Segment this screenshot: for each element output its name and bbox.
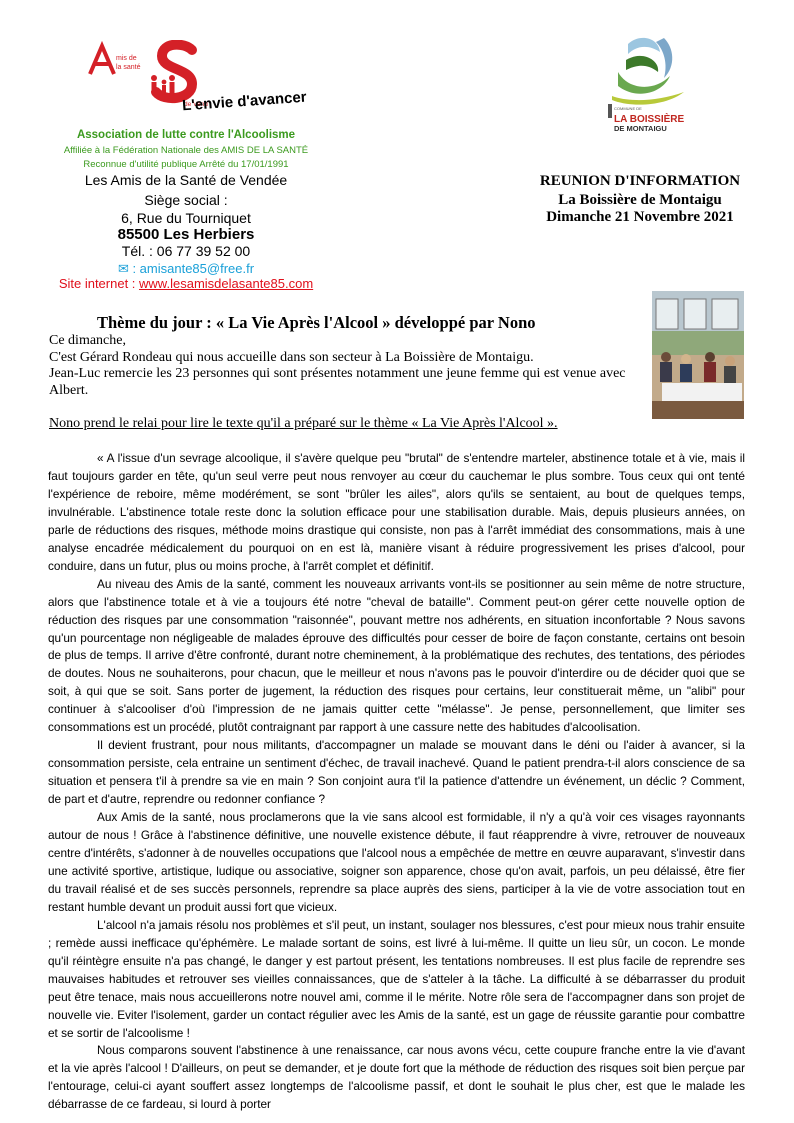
logo-caption-3: DE MONTAIGU xyxy=(614,124,667,133)
svg-text:la santé: la santé xyxy=(116,64,141,71)
paragraph: Au niveau des Amis de la santé, comment les nouveaux arrivants vont-ils se positionner au sein même de notre structure, alors que l'abstinence totale et à vie a toujours été notre "cheval de bataille". Comment peut-on gérer cette nouvelle option de réduction des risques par une consommation "raisonnée", pouvant mettre nos adhérents, en situation inconfortable ? Nous savons qu'un pourcentage non négligeable de malades éprouve des difficultés pour cesser de boire de façon constante, certains ont besoin de plus de temps. Il arrive d'être confronté, durant notre cheminement, à la problématique des rechutes, des tentations, des périodes de doutes. Nous ne souhaiterons, pour chacun, que le meilleur et nous n'avons pas le pouvoir d'interdire ou de décider quoi que se soit, à qui que se soit. Sans porter de jugement, la réduction des risques pour certains, leur constituerait même, un "alibi" pour continuer à s'alcooliser d'où l'impression de ne jamais quitter cette "mélasse". Je pense, personnellement, que limiter ses consommations est un procédé, plutôt contraignant par rapport à une cassure nette des habitudes d'alcoolisation. xyxy=(48,576,745,735)
theme-heading: Thème du jour : « La Vie Après l'Alcool » développé par Nono xyxy=(97,313,536,332)
logo-caption-2: LA BOISSIÈRE xyxy=(614,114,685,125)
association-affiliation: Affiliée à la Fédération Nationale des AMIS DE LA SANTÉ xyxy=(63,145,309,156)
email-address[interactable]: : amisante85@free.fr xyxy=(128,261,255,276)
email-line[interactable] xyxy=(0,261,372,277)
address-street: 6, Rue du Tourniquet xyxy=(121,210,251,226)
meeting-photo xyxy=(652,291,744,419)
website-line xyxy=(0,276,372,291)
intro-line: Jean-Luc remercie les 23 personnes qui sont présentes notamment une jeune femme qui est venue avec Albert. xyxy=(49,366,626,398)
paragraph: Il devient frustrant, pour nous militants, d'accompagner un malade se mouvant dans le déni ou l'aider à avancer, si la consommation persiste, cela entraine un sentiment d'échec, de travail inachevé. Quand le patient prendra-t-il alors conscience de sa situation et pensera t'il à prendre sa vie en main ? Son conjoint aura t'il la patience d'attendre un événement, un déclic ? Comment, de part et d'autre, reprendre ou redonner confiance ? xyxy=(48,738,745,807)
phone-number: Tél. : 06 77 39 52 00 xyxy=(121,243,251,259)
paragraph: L'alcool n'a jamais résolu nos problèmes et s'il peut, un instant, soulager nos blessures, c'est pour mieux nous trahir ensuite ; remède aussi inefficace qu'éphémère. Le malade sortant de soins, est livré à lui-même. Il quitte un lieu sûr, un cocon. Le monde qu'il réintègre ensuite n'a pas changé, le danger y est partout présent, les tentations nombreuses. Il est plus facile de reprendre ses mauvaises habitudes et retrouver ses vieilles connaissances, que de s'atteler à la tâche. La difficulté à se débarrasser du produit peut être tenace, mais nous accueillerons notre nouvel ami, comme il le mérite. Notre rôle sera de l'accompagner dans son projet de nouvelle vie. Eviter l'isolement, garder un contact régulier avec les Amis de la santé, est un gage de réussite garantie pour combattre et se sortir de l'alcoolisme ! xyxy=(48,917,745,1040)
relay-line: Nono prend le relai pour lire le texte qu'il a préparé sur le thème « La Vie Après l'Alcool ». xyxy=(49,416,558,431)
meeting-place: La Boissière de Montaigu xyxy=(558,192,722,208)
paragraph: « A l'issue d'un sevrage alcoolique, il s'avère quelque peu "brutal" de s'entendre marteler, abstinence totale et à vie, mais il faut toujours garder en tête, qu'un seul verre peut nous renvoyer au cœur du cauchemar le plus sombre. Tous ceux qui ont tenté l'expérience de reboire, même modérément, se sont "brûler les ailes", alors qu'ils se sentaient, au bout de quelques temps, invulnérable. L'abstinence totale reste donc la solution efficace pour une stabilisation durable. Mais, depuis plusieurs années, on parle de réductions des risques, méthode moins drastique qui consiste, non pas à l'arrêt immédiat des consommations, mais à une analyse encadrée médicalement du pourquoi on en est là, manière visant à réduire progressivement les prises d'alcool, pour conduire, dans un futur, plus ou moins proche, à l'arrêt complet et définitif. xyxy=(48,451,745,573)
meeting-title: REUNION D'INFORMATION xyxy=(539,173,741,189)
boissiere-logo xyxy=(598,30,698,140)
paragraph: Nous comparons souvent l'abstinence à une renaissance, car nous avons vécu, cette coupure franche entre la vie d'avant et la vie après l'alcool ! D'ailleurs, on peut se demander, et je doute fort que la méthode de réduction des risques soit bien perçue par l'entourage, celui-ci ayant souffert assez longtemps de l'alcoolisme passif, et dont le souhait le plus cher, est que le malade les débarrasse de ce fardeau, si lourd à porter xyxy=(48,1043,745,1112)
speech-text xyxy=(48,450,745,1114)
association-recognition: Reconnue d'utilité publique Arrêté du 17/01/1991 xyxy=(83,159,289,170)
mail-icon: ✉ xyxy=(117,261,129,276)
website-label: Site internet : xyxy=(58,276,140,291)
logo-tagline: L'envie d'avancer xyxy=(181,88,308,115)
address-city: 85500 Les Herbiers xyxy=(117,226,255,243)
website-link[interactable]: www.lesamisdelasante85.com xyxy=(139,276,314,291)
intro-line: Ce dimanche, xyxy=(49,333,126,348)
logo-caption-1: COMMUNE DE xyxy=(614,106,642,111)
intro-line: C'est Gérard Rondeau qui nous accueille dans son secteur à La Boissière de Montaigu. xyxy=(49,350,534,365)
paragraph: Aux Amis de la santé, nous proclamerons que la vie sans alcool est formidable, il n'y a qu'à voir ces visages rayonnants autour de nous ! Grâce à l'abstinence définitive, une nouvelle existence débute, il faut réapprendre à vivre, retrouver de nouveaux centre d'intérêts, s'adonner à de nouvelles occupations que l'alcool nous a empêchée de mettre en œuvre auparavant, s'investir dans une activité sportive, artistique, ludique ou associative, soigner son apparence, chose qu'on avait, parfois, un peu délaissé, être fier du travail réalisé et de ses succès personnels, reprendre sa place auprès des siens, participer à la vie de votre association tout en restant humble devant un produit aussi fort que vicieux. xyxy=(48,810,745,914)
svg-text:mis de: mis de xyxy=(116,55,137,62)
meeting-date: Dimanche 21 Novembre 2021 xyxy=(546,209,734,225)
svg-text:de Vendée: de Vend xyxy=(184,101,208,108)
organization-name: Les Amis de la Santé de Vendée xyxy=(84,172,288,188)
association-title: Association de lutte contre l'Alcoolisme xyxy=(76,129,296,141)
siege-label: Siège social : xyxy=(144,192,228,208)
